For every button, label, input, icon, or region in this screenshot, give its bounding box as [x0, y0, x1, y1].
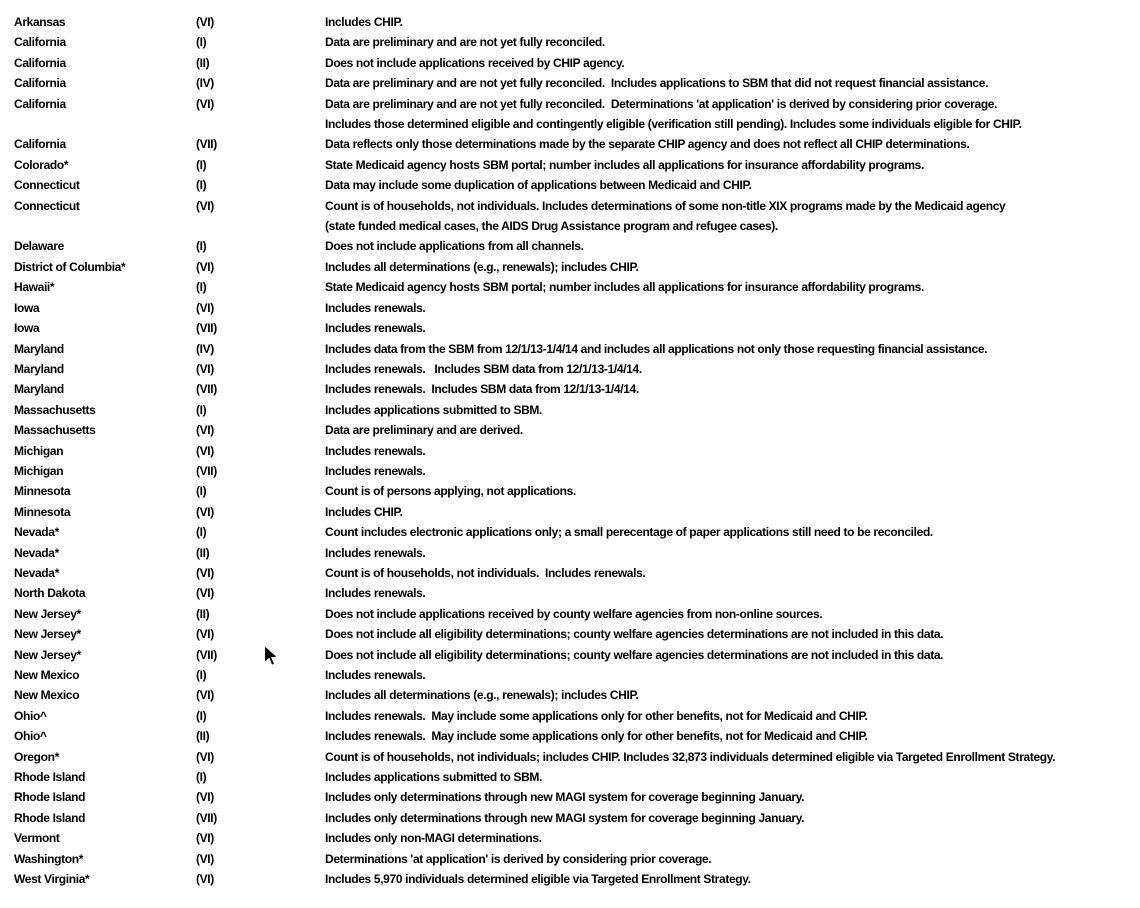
note-cell	[325, 32, 1140, 52]
footnote-code-cell: (VI)	[196, 361, 214, 376]
table-row	[14, 543, 1140, 563]
state-cell: Maryland	[14, 361, 64, 376]
table-row	[14, 379, 1140, 399]
note-cell	[325, 849, 1140, 869]
state-cell: Connecticut	[14, 178, 80, 193]
note-line: Count is of persons applying, not applications.	[325, 484, 576, 499]
note-line: Includes renewals.	[325, 668, 426, 682]
footnote-code-cell: (VII)	[196, 137, 217, 152]
state-cell: Minnesota	[14, 484, 71, 499]
note-line: Includes renewals.	[325, 586, 426, 601]
note-cell	[325, 645, 1140, 665]
note-cell	[325, 767, 1140, 787]
note-cell	[325, 563, 1140, 583]
footnote-code-cell: (VI)	[196, 96, 214, 111]
note-line: Includes CHIP.	[325, 15, 403, 29]
table-row	[14, 359, 1140, 379]
note-line: Includes renewals. May include some applications only for other benefits, not for Medicaid and CHIP.	[325, 729, 868, 744]
state-cell: Iowa	[14, 321, 40, 336]
footnote-code-cell: (I)	[196, 525, 207, 540]
footnote-code-cell: (I)	[196, 770, 207, 785]
state-cell: Nevada*	[14, 565, 59, 580]
note-cell	[325, 134, 1140, 154]
note-cell	[325, 787, 1140, 807]
table-row	[14, 257, 1140, 277]
table-row	[14, 155, 1140, 175]
state-cell: New Mexico	[14, 668, 80, 682]
note-line: Includes 5,970 individuals determined eligible via Targeted Enrollment Strategy.	[325, 872, 751, 887]
table-row	[14, 53, 1140, 73]
footnote-code-cell: (VI)	[196, 586, 214, 601]
footnote-code-cell: (I)	[196, 35, 207, 50]
note-cell	[325, 155, 1140, 175]
note-line: Does not include all eligibility determinations; county welfare agencies determinations are not included in this data.	[325, 627, 944, 642]
note-cell	[325, 379, 1140, 399]
note-cell	[325, 236, 1140, 256]
table-row	[14, 624, 1140, 644]
state-cell: Arkansas	[14, 15, 66, 29]
footnote-code-cell: (VI)	[196, 443, 214, 458]
table-row	[14, 12, 1140, 32]
footnote-code-cell: (I)	[196, 484, 207, 499]
state-cell: District of Columbia*	[14, 259, 126, 274]
note-line: Count is of households, not individuals; includes CHIP. Includes 32,873 individuals determined eligible via Targeted Enrollment Strategy.	[325, 749, 1056, 764]
table-row	[14, 277, 1140, 297]
footnote-code-cell: (VI)	[196, 749, 214, 764]
note-line: Includes CHIP.	[325, 504, 403, 519]
table-row	[14, 747, 1140, 767]
state-cell: Rhode Island	[14, 810, 86, 825]
note-line: Includes renewals.	[325, 545, 426, 560]
note-line: Data are preliminary and are not yet fully reconciled. Includes applications to SBM that did not request financial assistance.	[325, 76, 989, 91]
state-cell: Ohio^	[14, 729, 47, 744]
note-cell	[325, 522, 1140, 542]
note-line: Determinations 'at application' is derived by considering prior coverage.	[325, 851, 712, 866]
footnote-code-cell: (II)	[196, 729, 210, 744]
state-cell: California	[14, 55, 66, 70]
note-line: State Medicaid agency hosts SBM portal; number includes all applications for insurance affordability programs.	[325, 157, 924, 172]
footnote-code-cell: (VI)	[196, 300, 214, 315]
state-cell: California	[14, 35, 66, 50]
state-cell: Oregon*	[14, 749, 59, 764]
note-cell	[325, 400, 1140, 420]
note-line: Includes renewals. Includes SBM data from 12/1/13-1/4/14.	[325, 361, 642, 376]
note-cell	[325, 441, 1140, 461]
footnote-code-cell: (II)	[196, 545, 210, 560]
note-cell	[325, 685, 1140, 705]
note-cell	[325, 604, 1140, 624]
note-cell	[325, 828, 1140, 848]
note-line: Includes renewals.	[325, 443, 426, 458]
state-cell: New Mexico	[14, 688, 80, 703]
note-line: Includes renewals. May include some applications only for other benefits, not for Medicaid and CHIP.	[325, 708, 868, 723]
footnote-code-cell: (II)	[196, 55, 210, 70]
note-cell	[325, 747, 1140, 767]
table-row	[14, 522, 1140, 542]
state-cell: Rhode Island	[14, 770, 86, 785]
note-cell	[325, 543, 1140, 563]
note-line: Includes renewals.	[325, 463, 426, 478]
note-line: Does not include applications received by county welfare agencies from non-online sources.	[325, 606, 823, 621]
state-cell: Washington*	[14, 851, 84, 866]
state-cell: Massachusetts	[14, 402, 96, 417]
table-row	[14, 869, 1140, 889]
note-line: Includes renewals.	[325, 321, 426, 336]
table-row	[14, 787, 1140, 807]
note-cell	[325, 502, 1140, 522]
note-cell	[325, 461, 1140, 481]
state-cell: Connecticut	[14, 198, 80, 213]
footnote-code-cell: (VI)	[196, 565, 214, 580]
footnote-code-cell: (VI)	[196, 851, 214, 866]
table-row	[14, 808, 1140, 828]
state-cell: Colorado*	[14, 157, 69, 172]
note-cell	[325, 53, 1140, 73]
note-line: Includes applications submitted to SBM.	[325, 770, 543, 785]
state-cell: Hawaii*	[14, 280, 55, 295]
note-cell	[325, 808, 1140, 828]
table-row	[14, 604, 1140, 624]
note-line: Data reflects only those determinations made by the separate CHIP agency and does not reflect all CHIP determinations.	[325, 137, 970, 152]
state-cell: Ohio^	[14, 708, 47, 723]
footnote-code-cell: (VI)	[196, 259, 214, 274]
table-row	[14, 441, 1140, 461]
note-line: Data are preliminary and are derived.	[325, 423, 523, 438]
footnote-code-cell: (VI)	[196, 504, 214, 519]
footnote-code-cell: (VI)	[196, 627, 214, 642]
note-cell	[325, 706, 1140, 726]
state-cell: Rhode Island	[14, 790, 86, 805]
note-cell	[325, 359, 1140, 379]
note-cell	[325, 481, 1140, 501]
footnote-code-cell: (I)	[196, 239, 207, 254]
state-cell: Vermont	[14, 831, 60, 846]
note-line: Does not include applications from all channels.	[325, 239, 584, 254]
note-cell	[325, 318, 1140, 338]
table-row	[14, 175, 1140, 195]
state-cell: Massachusetts	[14, 423, 96, 438]
footnote-code-cell: (VI)	[196, 790, 214, 805]
footnote-code-cell: (IV)	[196, 76, 214, 91]
table-row	[14, 339, 1140, 359]
table-row	[14, 134, 1140, 154]
note-cell	[325, 583, 1140, 603]
note-line: Data may include some duplication of applications between Medicaid and CHIP.	[325, 178, 752, 193]
note-line: Includes renewals. Includes SBM data from 12/1/13-1/4/14.	[325, 382, 639, 397]
table-row	[14, 665, 1140, 685]
table-row	[14, 461, 1140, 481]
footnote-code-cell: (VII)	[196, 321, 217, 336]
state-cell: New Jersey*	[14, 627, 81, 642]
note-cell	[325, 869, 1140, 889]
state-cell: Nevada*	[14, 525, 59, 540]
footnote-code-cell: (IV)	[196, 341, 214, 356]
note-line: Includes applications submitted to SBM.	[325, 402, 543, 417]
note-cell	[325, 175, 1140, 195]
note-line: Count is of households, not individuals. Includes determinations of some non-title XIX programs made by the Medicaid agency	[325, 198, 1006, 213]
footnote-code-cell: (VI)	[196, 688, 214, 703]
note-cell	[325, 257, 1140, 277]
footnote-code-cell: (VI)	[196, 198, 214, 213]
table-row	[14, 400, 1140, 420]
footnote-code-cell: (VI)	[196, 423, 214, 438]
note-line: Count includes electronic applications only; a small perecentage of paper applications still need to be reconciled.	[325, 525, 933, 540]
table-row	[14, 73, 1140, 93]
footnote-code-cell: (I)	[196, 402, 207, 417]
note-line: Data are preliminary and are not yet fully reconciled.	[325, 35, 605, 50]
table-row	[14, 828, 1140, 848]
footnote-code-cell: (I)	[196, 178, 207, 193]
state-cell: Iowa	[14, 300, 40, 315]
note-line: (state funded medical cases, the AIDS Drug Assistance program and refugee cases).	[325, 219, 778, 234]
note-line: Count is of households, not individuals. Includes renewals.	[325, 565, 646, 580]
footnote-code-cell: (I)	[196, 157, 207, 172]
footnote-code-cell: (VI)	[196, 831, 214, 846]
note-cell	[325, 624, 1140, 644]
table-row	[14, 481, 1140, 501]
note-line: Includes all determinations (e.g., renewals); includes CHIP.	[325, 688, 639, 703]
state-cell: Minnesota	[14, 504, 71, 519]
state-cell: Michigan	[14, 463, 64, 478]
note-cell	[325, 420, 1140, 440]
footnote-code-cell: (I)	[196, 668, 207, 682]
table-row	[14, 502, 1140, 522]
note-cell	[325, 665, 1140, 685]
table-row	[14, 849, 1140, 869]
state-cell: California	[14, 76, 66, 91]
table-row	[14, 318, 1140, 338]
note-line: State Medicaid agency hosts SBM portal; number includes all applications for insurance affordability programs.	[325, 280, 924, 295]
note-line: Includes only determinations through new MAGI system for coverage beginning January.	[325, 810, 805, 825]
note-line: Includes renewals.	[325, 300, 426, 315]
state-cell: New Jersey*	[14, 647, 81, 662]
table-row	[14, 726, 1140, 746]
table-row	[14, 767, 1140, 787]
table-row	[14, 645, 1140, 665]
note-line: Does not include applications received by CHIP agency.	[325, 55, 625, 70]
table-row	[14, 298, 1140, 318]
note-line: Includes only determinations through new MAGI system for coverage beginning January.	[325, 790, 805, 805]
note-line: Includes data from the SBM from 12/1/13-1/4/14 and includes all applications not only those requesting financial assistance.	[325, 341, 988, 356]
state-cell: California	[14, 137, 66, 152]
table-row	[14, 583, 1140, 603]
note-line: Data are preliminary and are not yet fully reconciled. Determinations 'at application' is derived by considering prior coverage.	[325, 96, 998, 111]
state-cell: Nevada*	[14, 545, 59, 560]
footnote-code-cell: (II)	[196, 606, 210, 621]
table-row	[14, 706, 1140, 726]
note-cell	[325, 339, 1140, 359]
table-row	[14, 196, 1140, 237]
table-row	[14, 563, 1140, 583]
note-cell	[325, 94, 1140, 135]
footnote-code-cell: (VII)	[196, 382, 217, 397]
state-cell: Delaware	[14, 239, 64, 254]
note-line: Includes those determined eligible and contingently eligible (verification still pending). Includes some individuals eligible for CHIP.	[325, 117, 1022, 132]
footnote-code-cell: (I)	[196, 280, 207, 295]
table-row	[14, 685, 1140, 705]
note-line: Includes only non-MAGI determinations.	[325, 831, 542, 846]
note-cell	[325, 196, 1140, 237]
note-cell	[325, 277, 1140, 297]
state-cell: North Dakota	[14, 586, 86, 601]
state-cell: Maryland	[14, 341, 64, 356]
note-cell	[325, 73, 1140, 93]
state-cell: New Jersey*	[14, 606, 81, 621]
state-cell: Michigan	[14, 443, 64, 458]
table-row	[14, 420, 1140, 440]
note-cell	[325, 298, 1140, 318]
footnote-code-cell: (VII)	[196, 647, 217, 662]
table-row	[14, 32, 1140, 52]
footnote-code-cell: (VII)	[196, 810, 217, 825]
state-cell: Maryland	[14, 382, 64, 397]
note-cell	[325, 12, 1140, 32]
footnote-code-cell: (VI)	[196, 15, 214, 29]
note-line: Includes all determinations (e.g., renewals); includes CHIP.	[325, 259, 639, 274]
table-row	[14, 94, 1140, 135]
state-cell: California	[14, 96, 66, 111]
note-line: Does not include all eligibility determinations; county welfare agencies determinations are not included in this data.	[325, 647, 944, 662]
footnote-code-cell: (VI)	[196, 872, 214, 887]
note-cell	[325, 726, 1140, 746]
footnote-code-cell: (VII)	[196, 463, 217, 478]
table-row	[14, 236, 1140, 256]
footnote-code-cell: (I)	[196, 708, 207, 723]
state-cell: West Virginia*	[14, 872, 90, 887]
